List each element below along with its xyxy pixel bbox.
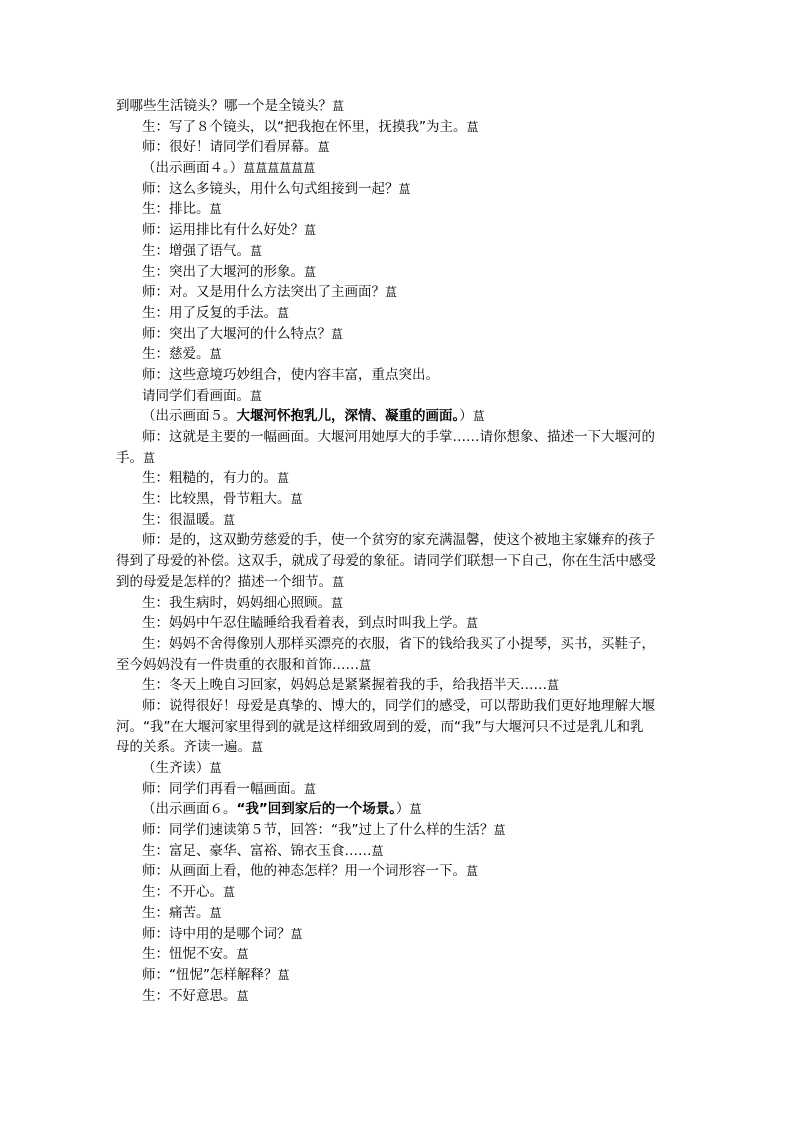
line-end-mark: 蒀 xyxy=(547,678,560,693)
text-line xyxy=(116,262,686,283)
text-line xyxy=(116,903,686,924)
line-text: （出示画面４。） xyxy=(142,160,244,177)
line-text: 师：对。又是用什么方法突出了主画面？ xyxy=(142,284,385,301)
text-line xyxy=(116,675,686,696)
line-text: 手。 xyxy=(116,449,143,466)
text-line xyxy=(116,841,686,862)
line-text: 生：妈妈中午忍住瞌睡给我看着表，到点时叫我上学。 xyxy=(142,615,466,632)
line-end-mark: 蒀 xyxy=(472,409,485,424)
line-text: 生：不好意思。 xyxy=(142,987,237,1004)
text-line xyxy=(116,468,686,489)
line-end-mark: 蒀 xyxy=(223,885,236,900)
line-text: （生齐读） xyxy=(142,760,210,776)
line-end-mark: 蒀 xyxy=(251,740,264,755)
text-line xyxy=(116,820,686,841)
text-line xyxy=(116,861,686,882)
line-end-mark: 蒀 xyxy=(332,99,345,113)
line-text: 到的母爱是怎样的？描述一个细节。 xyxy=(116,573,332,590)
line-end-mark: 蒀 xyxy=(304,223,317,238)
document-body xyxy=(116,96,686,1006)
line-text: 生：突出了大堰河的形象。 xyxy=(142,263,304,280)
line-end-mark: 蒀 xyxy=(223,512,236,527)
line-text: （出示画面５。 xyxy=(142,408,237,425)
line-end-mark: 蒀 xyxy=(209,347,222,362)
text-line xyxy=(116,882,686,903)
line-text: 生：不开心。 xyxy=(142,884,223,901)
line-text: 师：突出了大堰河的什么特点？ xyxy=(142,325,331,342)
line-end-mark: 蒀 xyxy=(331,595,344,610)
text-line xyxy=(116,944,686,965)
line-end-mark: 蒀 xyxy=(277,471,290,486)
line-end-mark: 蒀 xyxy=(493,823,506,838)
line-text: 河。“我”在大堰河家里得到的就是这样细致周到的爱，而“我”与大堰河只不过是乳儿和乳 xyxy=(116,718,644,735)
line-text: 生：很温暖。 xyxy=(142,511,223,528)
text-line xyxy=(116,779,686,800)
line-text: 生：比较黑，骨节粗大。 xyxy=(142,491,291,508)
text-line xyxy=(116,117,686,138)
text-line xyxy=(116,199,686,220)
line-text: 生：排比。 xyxy=(142,201,210,218)
line-end-mark: 蒀 xyxy=(398,181,411,196)
text-line xyxy=(116,96,686,117)
text-line xyxy=(116,924,686,945)
line-text: 母的关系。齐读一遍。 xyxy=(116,739,251,756)
line-end-mark: 蒀 xyxy=(385,285,398,300)
line-closing-text: ） xyxy=(396,801,410,818)
line-end-mark: 蒀 xyxy=(332,574,345,589)
line-end-mark: 蒀 xyxy=(290,492,303,507)
line-end-mark: 蒀蒀蒀蒀蒀蒀 xyxy=(243,161,316,176)
line-end-mark: 蒀 xyxy=(143,450,156,465)
text-line xyxy=(116,737,686,758)
line-text: 师：这些意境巧妙组合，使内容丰富，重点突出。 xyxy=(142,366,439,383)
line-end-mark: 蒀 xyxy=(236,947,249,962)
text-line xyxy=(116,758,686,779)
line-text: 生：富足、豪华、富裕、锦衣玉食…… xyxy=(142,842,372,859)
text-line xyxy=(116,655,686,676)
line-text: 生：冬天上晚自习回家，妈妈总是紧紧握着我的手，给我捂半天…… xyxy=(142,677,547,694)
line-text: 师：这就是主要的一幅画面。大堰河用她厚大的手掌……请你想象、描述一下大堰河的 xyxy=(142,429,655,445)
line-text: 至今妈妈没有一件贵重的衣服和首饰…… xyxy=(116,656,359,673)
line-text: 到哪些生活镜头？哪一个是全镜头？ xyxy=(116,98,332,114)
line-end-mark: 蒀 xyxy=(317,140,330,155)
line-text: 师：很好！请同学们看屏幕。 xyxy=(142,139,318,156)
line-text: 生：粗糙的，有力的。 xyxy=(142,470,277,487)
line-text: 生：写了８个镜头，以“把我抱在怀里，抚摸我”为主。 xyxy=(142,118,467,135)
line-bold-text: “我”回到家后的一个场景。 xyxy=(236,801,396,818)
text-line xyxy=(116,158,686,179)
line-text: 请同学们看画面。 xyxy=(142,387,250,404)
line-text: 师：同学们再看一幅画面。 xyxy=(142,780,304,797)
text-line xyxy=(116,179,686,200)
text-line xyxy=(116,324,686,345)
line-end-mark: 蒀 xyxy=(409,802,422,817)
line-end-mark: 蒀 xyxy=(304,264,317,279)
line-text: 师：“忸怩”怎样解释？ xyxy=(142,966,278,983)
line-end-mark: 蒀 xyxy=(331,326,344,341)
line-text: 生：忸怩不安。 xyxy=(142,946,237,963)
line-end-mark: 蒀 xyxy=(371,843,384,858)
text-line xyxy=(116,717,686,738)
text-line xyxy=(116,427,686,448)
line-text: 生：我生病时，妈妈细心照顾。 xyxy=(142,594,331,611)
line-text: 师：说得很好！母爱是真挚的、博大的，同学们的感受，可以帮助我们更好地理解大堰 xyxy=(142,697,655,714)
text-line xyxy=(116,282,686,303)
line-text: 师：从画面上看，他的神态怎样？用一个词形容一下。 xyxy=(142,863,466,880)
line-text: 师：运用排比有什么好处？ xyxy=(142,222,304,239)
line-end-mark: 蒀 xyxy=(466,616,479,631)
line-end-mark: 蒀 xyxy=(466,119,479,134)
text-line xyxy=(116,510,686,531)
line-end-mark: 蒀 xyxy=(466,864,479,879)
text-line xyxy=(116,303,686,324)
line-closing-text: ） xyxy=(459,408,473,425)
line-end-mark: 蒀 xyxy=(304,781,317,796)
line-end-mark: 蒀 xyxy=(209,905,222,920)
text-line xyxy=(116,344,686,365)
text-line xyxy=(116,572,686,593)
line-text: 师：同学们速读第５节，回答：“我”过上了什么样的生活？ xyxy=(142,822,494,839)
text-line xyxy=(116,220,686,241)
line-end-mark: 蒀 xyxy=(359,657,372,672)
text-line xyxy=(116,489,686,510)
text-line xyxy=(116,448,686,469)
text-line xyxy=(116,386,686,407)
text-line xyxy=(116,241,686,262)
line-text: 得到了母爱的补偿。这双手，就成了母爱的象征。请同学们联想一下自己，你在生活中感受 xyxy=(116,553,656,570)
text-line xyxy=(116,965,686,986)
line-end-mark: 蒀 xyxy=(250,388,263,403)
line-text: 生：妈妈不舍得像别人那样买漂亮的衣服，省下的钱给我买了小提琴，买书，买鞋子， xyxy=(142,635,655,652)
text-line xyxy=(116,551,686,572)
line-end-mark: 蒀 xyxy=(236,988,249,1003)
text-line xyxy=(116,137,686,158)
text-line xyxy=(116,634,686,655)
text-line xyxy=(116,365,686,386)
line-text: 生：用了反复的手法。 xyxy=(142,304,277,321)
line-end-mark: 蒀 xyxy=(209,761,222,775)
text-line xyxy=(116,613,686,634)
line-text: 师：诗中用的是哪个词？ xyxy=(142,925,291,942)
text-line xyxy=(116,986,686,1007)
line-text: 师：是的，这双勤劳慈爱的手，使一个贫穷的家充满温馨，使这个被地主家嫌弃的孩子 xyxy=(142,532,655,549)
text-line xyxy=(116,593,686,614)
line-end-mark: 蒀 xyxy=(250,243,263,258)
line-text: （出示画面６。 xyxy=(142,801,237,818)
line-bold-text: 大堰河怀抱乳儿，深情、凝重的画面。 xyxy=(236,408,460,425)
line-text: 生：增强了语气。 xyxy=(142,242,250,259)
line-text: 生：痛苦。 xyxy=(142,904,210,921)
line-text: 师：这么多镜头，用什么句式组接到一起？ xyxy=(142,180,399,197)
text-line xyxy=(116,799,686,820)
line-end-mark: 蒀 xyxy=(290,926,303,941)
text-line xyxy=(116,530,686,551)
line-text: 生：慈爱。 xyxy=(142,346,210,363)
text-line xyxy=(116,696,686,717)
line-end-mark: 蒀 xyxy=(277,967,290,982)
line-end-mark: 蒀 xyxy=(277,305,290,320)
line-end-mark: 蒀 xyxy=(209,202,222,217)
text-line xyxy=(116,406,686,427)
